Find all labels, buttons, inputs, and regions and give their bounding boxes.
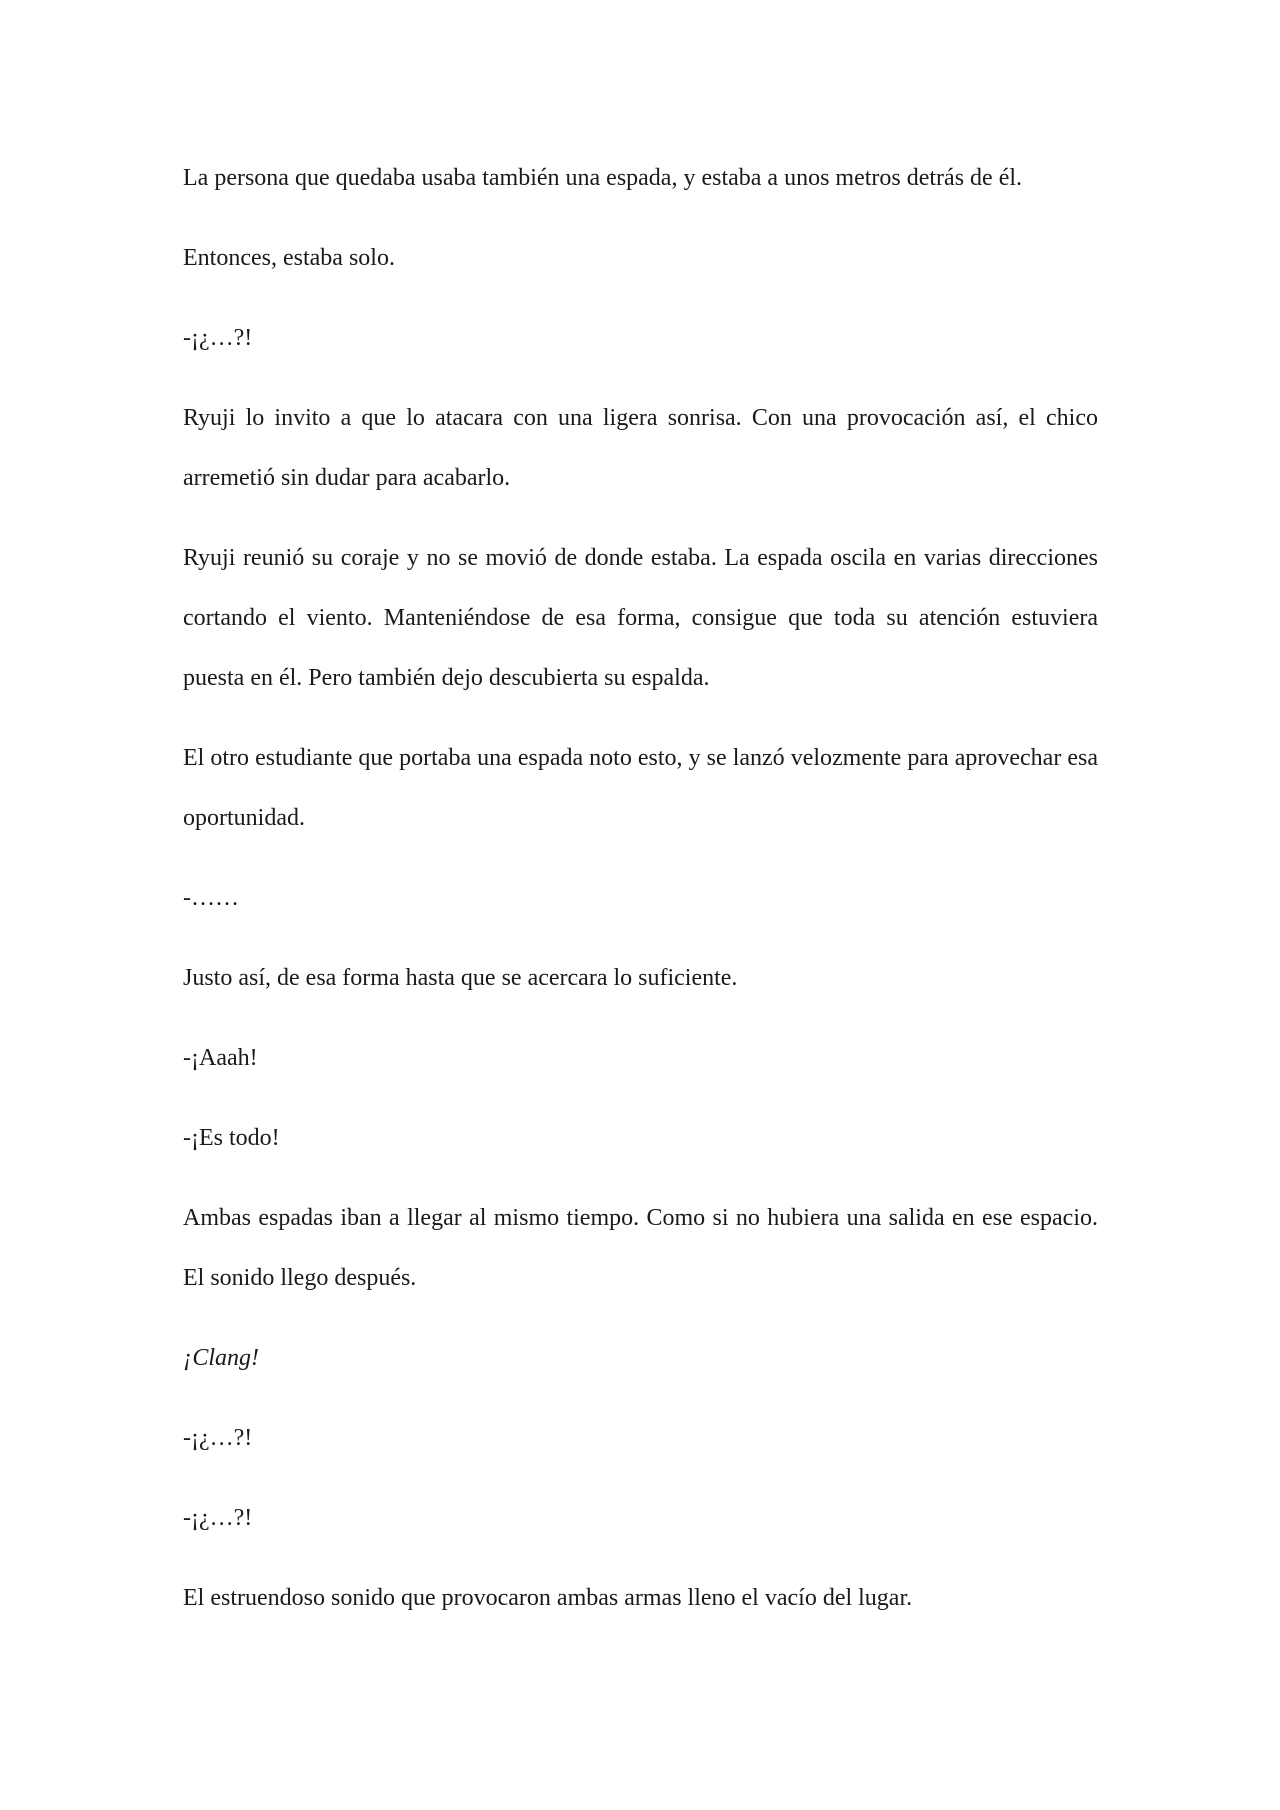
sound-effect: ¡Clang! xyxy=(183,1345,260,1371)
paragraph: La persona que quedaba usaba también una espada, y estaba a unos metros detrás de él. xyxy=(183,165,1023,191)
dialogue-line: -¡Aaah! xyxy=(183,1045,258,1071)
document-body xyxy=(183,148,1098,1628)
paragraph: Ambas espadas iban a llegar al mismo tiempo. Como si no hubiera una salida en ese espacio. El sonido llego después. xyxy=(183,1205,1098,1291)
paragraph: El estruendoso sonido que provocaron ambas armas lleno el vacío del lugar. xyxy=(183,1585,913,1611)
dialogue-line: -¡¿…?! xyxy=(183,1505,253,1531)
paragraph: Entonces, estaba solo. xyxy=(183,245,395,271)
paragraph: Ryuji lo invito a que lo atacara con una ligera sonrisa. Con una provocación así, el chico arremetió sin dudar para acabarlo. xyxy=(183,405,1098,491)
paragraph: El otro estudiante que portaba una espada noto esto, y se lanzó velozmente para aprovechar esa oportunidad. xyxy=(183,745,1098,831)
paragraph: Ryuji reunió su coraje y no se movió de donde estaba. La espada oscila en varias direcciones cortando el viento. Manteniéndose de esa forma, consigue que toda su atención estuviera puesta en él. Pero también dejo descubierta su espalda. xyxy=(183,545,1098,691)
dialogue-line: -¡Es todo! xyxy=(183,1125,280,1151)
dialogue-line: -…… xyxy=(183,885,239,911)
dialogue-line: -¡¿…?! xyxy=(183,1425,253,1451)
dialogue-line: -¡¿…?! xyxy=(183,325,253,351)
paragraph: Justo así, de esa forma hasta que se acercara lo suficiente. xyxy=(183,965,738,991)
